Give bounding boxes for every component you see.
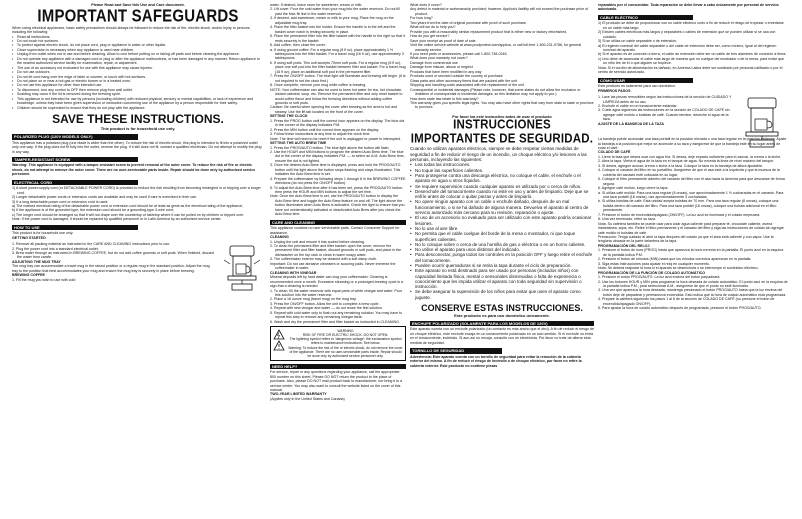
how-to-use-text: This product is for household use only. xyxy=(12,231,74,236)
brewing-coffee-heading: BREWING COFFEE xyxy=(12,273,45,278)
tamper-screw-heading: TAMPER-RESISTANT SCREW xyxy=(12,157,138,162)
read-save-note: Please Read and Save this Use and Care document. xyxy=(91,3,185,7)
spanish-safeguard-item: • Para desconectar, ponga todos los controles en la posición OFF y luego retire el enchufe del tomacorriente. xyxy=(410,252,594,263)
spanish-plug-text: Este aparato cuenta con un enchufe polarizado (un contacto es más ancho que el otro). A fin de reducir el riesgo de un choque eléctrico, este enchufe encaja en un tomacorriente polarizado en un solo sentido. Si el enchufe no entra en el tomacorriente, inviértalo. Si aun así no encaja, consulte con un electricista. Por favor no trate de alterar esta medida de seguridad. xyxy=(410,327,594,345)
warranty-line: Two years from the date of original purchase with proof of such purchase. xyxy=(410,20,527,25)
warranty-line: If you need parts or accessories, please call 1-800-738-0245. xyxy=(410,51,508,56)
warranty-line: Damage from misuse, abuse or neglect xyxy=(410,65,473,70)
safeguard-item: • Do not use this appliance for other than intended use. xyxy=(12,83,264,87)
brewing-step: 3. If desired, add sweetener, cream or milk to your mug. Place the mug on the adjustable mug tray. xyxy=(270,16,394,25)
warranty-scope: (Applies only in the United States and Canada) xyxy=(270,396,345,401)
cord-item: c) The longer cord should be arranged so that it will not drape over the countertop or tabletop where it can be pulled on by children or tripped over. xyxy=(12,212,245,217)
cord-item: b) If the appliance is of the grounded type, the extension cord should be a grounding-type 3-wire cord; xyxy=(12,208,174,213)
warranty-line: Products used or serviced outside the country of purchase xyxy=(410,74,503,79)
vinegar-step: 6. Wash and dry the permanent filter and filter basket as instructed in CLEANING. xyxy=(270,319,400,324)
safeguard-item: • The use of an accessory not evaluated for use with this appliance may cause injuries. xyxy=(12,66,264,70)
spanish-safeguard-item: • No utilice el aparato para usos distintos del indicado. xyxy=(410,247,594,252)
auto-brew-step: 3. Once the desired Auto Brew time is displayed, press and hold the PROG/AUTO button until the light above the button stops flashing and stays illuminated. This indicates the Auto Brew time is set. xyxy=(270,163,401,177)
save-instructions-title: SAVE THESE INSTRUCTIONS. xyxy=(52,112,224,127)
getting-started-list xyxy=(12,242,216,260)
brewing-step: 7. Press the ON/OFF button. The blue light will illuminate and brewing will begin. (It is not required to set the clock first.) xyxy=(270,74,406,83)
brewing-step: 2. Lift cover. Pour the cold water from your mug into the water reservoir. Do not fill past the Max fill line in the water reservoir. xyxy=(270,7,400,16)
spanish-intro: Cuando se utilizan aparatos eléctricos, siempre se debe respetar ciertas medidas de seguridad a fin de reducir el riesgo de un incendio, un choque eléctrico y/o lesiones a las personas, incluyendo las siguientes: xyxy=(410,146,587,163)
spanish-auto-brew-step: 3. Una vez que aparezca la hora deseada, mantenga presionado el botón PROG/AUTO hasta que la luz encima del botón deje de parpadear y permanezca encendida. Esto indica que la hora de colado automático está programada. xyxy=(598,288,787,297)
spanish-safeguard-item: • Se requiere supervisión cuando cualquier aparato es utilizado por o cerca de niños. xyxy=(410,184,594,189)
spanish-cable-note: Nota: Si el cordón de alimentación es dañado, en América Latina debe ser sustituido por personal calificado o por el centro de servicio autorizado. xyxy=(598,65,783,75)
auto-brew-step: 1. Press the PROG/AUTO button. The blue light above the button will flash. xyxy=(270,145,390,150)
cleaning-step: 2. To clean the permanent filter and filter basket: open the cover, remove the permanent filter and filter basket, discard grounds or soft pods, and place in the dishwasher on the top rack or clean in warm soapy water. xyxy=(270,243,402,257)
spanish-screw-heading: TORNILLO DE SEGURIDAD xyxy=(410,348,502,353)
spanish-safeguards-title: INSTRUCCIONES IMPORTANTES DE SEGURIDAD. xyxy=(410,118,594,147)
auto-brew-step: 4. Prepare the coffeemaker by following steps 1 through 6 in the BREWING COFFEE directions (do not press the ON/OFF button). xyxy=(270,176,406,186)
vinegar-list xyxy=(270,289,406,325)
spanish-clock-step: 2. Presione el botón de minutos (MIN) hasta que los minutos correctos aparezcan en la pantalla. xyxy=(598,257,752,262)
spanish-safeguard-item: • No opere ningún aparato con un cable o enchufe dañado, después de un mal funcionamiento, o si se ha dañado de alguna manera. Devuelva el aparato al centro de servicio autorizado más cercano para su revisión, reparación o ajuste. xyxy=(410,199,594,215)
clock-step: 1. Press the PROG button until the correct hour appears on the display. The blue dot in the corner of the display indicates P.M. xyxy=(270,118,405,128)
cord-item: 2) Longer detachable power cords or extension cords are available and may be used if care is exercised in their use. xyxy=(12,195,198,200)
mug-tray-illustration xyxy=(220,242,264,282)
spanish-first-step: 2. Enchufe el cable en un tomacorriente estándar. xyxy=(598,103,678,108)
warranty-line: What does your warranty not cover? xyxy=(410,56,468,61)
safeguard-item: • Do not touch hot surfaces. xyxy=(12,39,264,43)
household-use-note: This product is for household use only. xyxy=(100,126,176,132)
cleaning-step: 1. Unplug the unit and ensure it has cooled before cleaning. xyxy=(270,239,365,244)
spanish-brewing-step: 2. Abra la tapa. Vierta el agua de la taza en el tanque de agua. No exceda la línea de nivel máximo del tanque. xyxy=(598,159,775,164)
getting-started-figure-row xyxy=(12,242,264,282)
spanish-auto-brew-list xyxy=(598,275,788,311)
warranty-details xyxy=(410,3,594,110)
spanish-safeguard-item: • Este aparato no está destinado para ser usado por personas (incluidos niños) con capacidad limitada física, mental o sensoriales disminuidas o falta de experiencia o conocimiento que les impida utilizar el aparato con toda seguridad sin supervisión o instrucción. xyxy=(410,268,594,289)
safeguard-item: • To disconnect, turn any control to OFF then remove plug from wall outlet. xyxy=(12,88,264,92)
brewing-step: 4. Place the filter basket into the holder. Ensure the handle is to the left and the basket cover notch is resting securely in place. xyxy=(270,25,396,34)
safeguards-title: IMPORTANT SAFEGUARDS xyxy=(37,6,239,26)
brewing-step: NOTE: Your coffeemaker can also be used to brew hot water for tea, hot chocolate, instant oatmeal, soup, etc. Remove the permanent filter and only reset basket to avoid coffee flavor and follow the brewing directions without adding coffee grounds or soft pods. xyxy=(270,87,403,105)
safeguard-item: • Do not use outdoors. xyxy=(12,70,264,74)
spanish-screw-text: Advertencia: Este aparato cuenta con un tornillo de seguridad para evitar la remoción de la cubierta exterior del mismo. A fin de reducir el riesgo de incendio o de choque eléctrico, por favor no retire la cubierta exterior. Este producto no contiene piezas xyxy=(410,354,582,368)
clock-step: Note: The time will need to be reset if the unit is unplugged or power is interrupted. xyxy=(270,136,402,141)
clock-step: 3. Follow these instructions at any time to adjust the clock time. xyxy=(270,132,371,137)
shock-warning-box xyxy=(270,326,406,361)
brewing-steps xyxy=(270,3,406,114)
getting-started-item: 1. Remove all packing material as instructed in the CARE AND CLEANING instructions prior to use. xyxy=(12,242,171,247)
auto-brew-list xyxy=(270,146,406,217)
adjust-mug-tray-text: The mug tray can accommodate a travel mug in the raised position or a regular mug in the standard position. Adjust the mug tray to the position that best accommodates your mug and ensure the mug tray is securely in place before brewing. xyxy=(12,264,210,273)
spanish-repair-note: reparables por el consumidor. Toda reparación se debe llevar a cabo únicamente por personal de servicio autorizado. xyxy=(598,3,779,12)
setting-clock-list xyxy=(270,119,406,141)
spanish-cable-item: c) Uno debe de acomodar el cable más largo de manera que no cuelgue del mostrador o de la mesa, para evitar que un niño tire de él o que alguien se tropiece. xyxy=(598,56,784,66)
spanish-safeguard-item: • No toque las superficies calientes. xyxy=(410,168,594,173)
getting-started-item: 3. Brew water through as instructed in BREWING COFFEE, but do not add coffee grounds or soft pods. When finished, discard the water from carafe. xyxy=(12,250,214,260)
need-help-heading: NEED HELP? xyxy=(270,364,406,369)
safeguard-item: • Unplug from outlet when not in use and before cleaning. Allow to cool before putting on or taking off parts and before cleaning the appliance. xyxy=(12,52,264,56)
spanish-safeguard-item: • No lo coloque sobre o cerca de una hornilla de gas o eléctrica o en un horno caliente. xyxy=(410,242,594,247)
warranty-line: For how long? xyxy=(410,16,433,21)
spanish-safeguard-item: • No permita que el cable cuelgue del borde de la mesa o mostrador, ni que toque superficies calientes. xyxy=(410,231,594,242)
spanish-auto-brew-step: 2. Use los botones HOUR y MIN para programar la hora deseada de colado automático. El punto azul en la esquina de la pantalla indica P.M.; para seleccionar A.M., asegúrese de que el punto no esté iluminado. xyxy=(598,279,788,289)
spanish-caution: Precaución: Tenga cuidado al abrir la tapa después del colado ya que el área está caliente y con vapor. Use la lengüeta ubicada en la parte delantera de la tapa. xyxy=(598,235,774,244)
auto-brew-step: Note: Once the Auto Brew time is set, use the PROG/AUTO button to display the Auto Brew time and toggle the Auto Brew feature on and off. The light above the button illuminates when Auto Brew is activated. Check the light to ensure that you have not unintentionally activated or deactivated Auto Brew after you check the Auto Brew time. xyxy=(270,194,405,217)
spanish-safeguard-item: • No lo use al aire libre. xyxy=(410,226,594,231)
spanish-cable-list xyxy=(598,21,788,66)
spanish-brewing-step: 7. Presione el botón de encendido/apagado (ON/OFF). La luz azul se iluminará y el colado empezará. xyxy=(598,212,761,217)
spanish-cable-heading: CABLE ELÉCTRICO xyxy=(598,15,693,20)
spanish-brewing-step: 5. Coloque el filtro permanente adentro del canasto del filtro con el asa hacia la derecha para que descanse de forma segura. xyxy=(598,177,785,186)
spanish-tray-heading: AJUSTE DE LA BANDEJA DE LA TAZA xyxy=(598,121,665,126)
spanish-cable-item: 2) Existen cables eléctricos más largos y separables o cables de extensión que se pueden utilizar si se usa con cuidado. xyxy=(598,30,776,39)
brewing-step: 6. Add coffee, then close the cover. xyxy=(270,43,326,48)
spanish-cable-item: b) Si el aparato es de conexión a tierra, el cable de extensión debe ser un cable de tres alambres de conexión a tierra. xyxy=(598,52,787,57)
warranty-line: What does it cover? xyxy=(410,3,442,7)
safeguard-item: • Do not let cord hang over the edge of table or counter, or touch with hot surfaces. xyxy=(12,75,264,79)
brewing-step: Caution: Be careful when opening the cover after brewing as the area is hot and steamy. Use the lift tab located on the front of the cover. xyxy=(270,105,398,114)
vinegar-heading: CLEANING WITH VINEGAR xyxy=(270,270,317,275)
spanish-brewing-step: 8. Una vez terminado, retire su taza. xyxy=(598,217,656,222)
spanish-clock-list xyxy=(598,248,788,266)
cord-item: 3) If a long detachable power cord or extension cord is used: xyxy=(12,199,109,204)
spanish-how-to-heading: CÓMO USAR xyxy=(598,78,693,83)
polarized-plug-heading: POLARIZED PLUG (120V MODELS ONLY) xyxy=(12,134,138,139)
column-warranty-spanish xyxy=(410,3,594,516)
spanish-figure-row xyxy=(598,95,788,135)
safeguard-item: • Read all instructions. xyxy=(12,35,264,39)
cleaning-heading: CLEANING xyxy=(270,235,289,240)
warranty-line: How does state law relate to this warranty? xyxy=(410,96,479,101)
auto-brew-step: 2. Use the HOUR and MIN buttons to program the desired Auto Brew time. The blue dot in the corner of the display indicates P.M. — to select an A.M. Auto Brew time, ensure the dot is not lighted. xyxy=(270,149,405,163)
spanish-cable-item: 3) Si se utiliza un cable separable o de extensión, xyxy=(598,39,678,44)
safeguard-item: • To protect against electric shock, do not place cord, plug or appliance in water or other liquids. xyxy=(12,43,264,47)
safeguards-intro: When using electrical appliances, basic safety precautions should always be followed to reduce the risk of fire, electric shock, and/or injury to persons, including the following: xyxy=(12,25,251,35)
warranty-line: Shipping and handling costs associated with the replacement of the unit xyxy=(410,83,525,88)
vinegar-text: Mineral deposits left by hard water can clog your coffeemaker. Cleaning is recommended once a month. Excessive steaming or a prolonged brewing cycle is a sign that a cleaning is needed. xyxy=(270,275,404,289)
spanish-auto-brew-step: 1. Presione el botón PROG/AUTO. La luz azul encima del botón parpadeará. xyxy=(598,275,721,280)
spanish-safeguard-item: • Lea todas las instrucciones. xyxy=(410,162,594,167)
spanish-plug-heading: ENCHUFE POLARIZADO (SOLAMENTE PARA LOS MODELOS DE 120V) xyxy=(410,321,594,326)
adjust-mug-tray-heading: ADJUSTING THE MUG TRAY xyxy=(12,259,61,264)
spanish-safeguard-item: • El uso de un accesorio no evaluado para ser utilizado con este aparato podría ocasionar lesiones. xyxy=(410,215,594,226)
safeguard-item: • Close supervision is necessary when any appliance is used near children. xyxy=(12,48,264,52)
spanish-safeguards-list xyxy=(410,162,594,300)
spanish-safeguard-item: • Para protegerse contra una descarga eléctrica, no coloque el cable, el enchufe o el aparato en agua u otros líquidos. xyxy=(410,173,594,184)
safeguard-item: • Do not place on or near a hot gas or electric burner or in a heated oven. xyxy=(12,79,264,83)
brewing-step: 8. Once complete, remove your mug while coffee is brewing. xyxy=(270,83,367,88)
warranty-heading: TWO-YEAR LIMITED WARRANTY xyxy=(270,392,327,397)
spanish-brewing-list xyxy=(598,155,788,222)
spanish-clock-heading: PROGRAMACIÓN DEL RELOJ xyxy=(598,243,650,248)
shock-warning-text: WARNING RISK OF FIRE OR ELECTRIC SHOCK. DO NOT OPEN. The lightning symbol refers to 'dangerous voltage'; the exclamation symbol refers to maintenance instructions. See below. Warning: To reduce the risk of fire or electric shock, do not remove the cover of the appliance. There are no user-serviceable parts inside. Repair should be done only by authorized service personnel only. xyxy=(288,329,403,358)
spanish-safeguard-item: • Pueden ocurrir quemaduras si se retira la tapa durante el ciclo de preparación. xyxy=(410,263,594,268)
column-spanish-instructions xyxy=(598,3,788,516)
vinegar-step: 3. Press the ON/OFF button. Allow the unit to complete a brew cycle. xyxy=(270,301,380,306)
spanish-cable-item: 1) El producto se debe de proporcionar con un cable eléctrico corto a fin de reducir el riesgo de tropezar o enredarse en un cable más largo. xyxy=(598,21,784,30)
warning-triangle-icon xyxy=(273,329,285,358)
care-cleaning-heading: CARE AND CLEANING xyxy=(270,220,406,225)
spanish-tray-text: La bandeja puede acomodar una taza portátil en la posición elevada o una taza regular en la posición estándar. Ajuste la bandeja a la posición que mejor se acomode a su taza y asegúrese de que la bandeja esté en su lugar antes de colar el café. xyxy=(598,137,787,150)
spanish-household-note: Este producto es para uso doméstico únicamente. xyxy=(454,313,550,319)
safeguard-item: • Scalding may occur if the lid is removed during the brewing cycle. xyxy=(12,92,264,96)
warranty-line: Save your receipt as proof of date of sale. xyxy=(410,38,477,43)
electrical-cord-list xyxy=(12,186,264,217)
spanish-brewing-note: Nota: Su cafetera también se puede usar para colar agua caliente para preparar té, chocolate caliente, avena instantánea, sopa, etc. Retire el filtro permanente y el canasto del filtro y siga las instrucciones de colado sin agregar café molido ni bolsitas de café. xyxy=(598,221,784,235)
tamper-screw-text: Warning: This appliance is equipped with a tamper-resistant screw to prevent removal of the outer cover. To reduce the risk of fire or electric shock, do not attempt to remove the outer cover. There are no user-serviceable parts inside. Repair should be done only by authorized service personnel. xyxy=(12,163,256,177)
need-help-text: For service, repair or any questions regarding your appliance, call the appropriate 800 number on this sheet. Please DO NOT return the product to the place of purchase. Also, please DO NOT mail product back to manufacturer, nor bring it to a service center. You may also want to consult the website listed on the cover of this manual. xyxy=(270,370,403,392)
cleaning-step: 3. The coffeemaker exterior may be cleaned with a soft damp cloth. xyxy=(270,257,377,262)
setting-clock-heading: SETTING THE CLOCK xyxy=(270,114,308,119)
cord-item: 1) A short power-supply cord (or DETACHABLE POWER CORD) is provided to reduce the risk resulting from becoming entangled in or tripping over a longer cord. xyxy=(12,186,261,195)
cord-item: a) The marked electrical rating of the detachable power cord or extension cord should be at least as great as the electrical rating of the appliance; xyxy=(12,203,243,208)
spanish-safeguard-item: • Desenchufe del tomacorriente cuando no esté en uso y antes de limpiarlo. Deje que se enfríe antes de colocar o quitar piezas y antes de limpiarlo. xyxy=(410,189,594,200)
warranty-line: Visit the online service website at www.prodprotect.com/applica, or call toll-free 1-800-231-9786, for general warranty service. xyxy=(410,43,582,52)
spanish-brewing-step: 1. Llene la taza que desea usar con agua fría. Si desea, deje espacio suficiente para el azúcar, la crema o la leche. xyxy=(598,154,782,159)
spanish-how-to-text: Este producto es solamente para uso doméstico. xyxy=(598,84,676,89)
warranty-line: This warranty gives you specific legal rights. You may also have other rights that vary from state to state or province to province. xyxy=(410,100,594,110)
warranty-line: How do you get service? xyxy=(410,34,450,39)
spanish-clock-step: 1. Presione el botón de hora (PROG) hasta que aparezca la hora correcta en la pantalla. El punto azul en la esquina de la pantalla indica P.M. xyxy=(598,248,784,257)
column-english-instructions xyxy=(270,3,406,516)
auto-brew-step: 5. To adjust the Auto Brew time after it has been set, press the PROG/AUTO button, then press the HOUR and MIN buttons to adjust the set time. xyxy=(270,185,404,195)
brewing-step: b. If using soft pods: This unit accepts 70mm soft pods. For a regular mug (8 fl oz), place one soft pod into the filter basket between filter and basket. For a travel mug (16 fl oz), place an additional soft pod in the permanent filter. xyxy=(270,60,406,74)
spanish-auto-brew-heading: PROGRAMACIÓN DE LA FUNCIÓN DE COLADO AUTOMÁTICO xyxy=(598,270,706,275)
spanish-clock-note: Nota: Se deberá reajustar la hora si el aparato se desenchufa o se interrumpe el suministro eléctrico. xyxy=(598,266,759,271)
warranty-line: Consequential or incidental damages (Please note, however, that some states do not allow the exclusion or limitation of consequential or incidental damages, so this limitation may not apply to you.) xyxy=(410,87,581,97)
getting-started-heading: GETTING STARTED xyxy=(12,235,46,240)
care-cleaning-text: This appliance contains no user serviceable parts. Contact Consumer Support for assistance. xyxy=(270,226,400,235)
warranty-line: Products that have been modified in any way xyxy=(410,69,482,74)
vinegar-step: 2. Place a 16 ounce mug (travel mug) on the mug tray. xyxy=(270,297,357,302)
warranty-line: Provide you with a reasonably similar replacement product that is either new or factory refurbished. xyxy=(410,29,568,34)
warranty-line: Glass parts and other accessory items that are packed with the unit xyxy=(410,78,518,83)
getting-started-item: 2. Plug the power cord into a standard electrical outlet. xyxy=(12,246,99,251)
polarized-plug-text: This appliance has a polarized plug (one blade is wider than the other). To reduce the risk of electric shock, this plug is intended to fit into a polarized outlet only one way. If the plug does not fit fully into the outlet, reverse the plug. If it still does not fit, contact a qualified electrician. Do not attempt to modify the plug in any way. xyxy=(12,140,262,154)
cord-note: Note: If the power cord is damaged, it should be replaced by qualified personnel or in Latin America by an authorized service center. xyxy=(12,217,222,222)
safeguard-item: • This appliance is not intended for use by persons (including children) with reduced physical, sensory or mental capabilities, or lack of experience and knowledge, unless they have been given supervision or instruction concerning use of the appliance by a person responsible for their safety. xyxy=(12,97,264,106)
spanish-auto-brew-step: 5. Para ajustar la hora de colado automático después de programada, presione el botón PROG/AUTO. xyxy=(598,306,762,311)
vinegar-step: 4. Repeat with new vinegar and water — do not reuse the first solution. xyxy=(270,306,383,311)
spanish-brewing-step: 6. Agregue café molido, luego cierre la tapa. xyxy=(598,186,669,191)
warranty-line: What will we do to help you? xyxy=(410,25,456,30)
brewing-step: a. If using ground coffee: For a regular mug (8 fl oz), place approximately 1 ½ tablespoons into the filter basket. For a travel mug (16 fl oz), use approximately 3 tablespoons. xyxy=(270,47,404,61)
electrical-cord-heading: ELECTRICAL CORD xyxy=(12,180,138,185)
spanish-brewing-step: a. Si utiliza café molido: Para una taza regular (8 onzas), use aproximadamente 1 ½ cucharadas en el canasto. Para una taza portátil (16 onzas), use aproximadamente 3 cucharadas. xyxy=(598,190,784,199)
safeguard-item: • Do not operate any appliance with a damaged cord or plug or after the appliance malfunctions, or has been damaged in any manner. Return appliance to the nearest authorized service facility for examination, repair, or adjustment. xyxy=(12,57,264,66)
warranty-line: Damage from commercial use xyxy=(410,60,458,65)
spanish-safeguard-item: • Se debe asegurar la supervisión de los niños para evitar que usen el aparato como juguete. xyxy=(410,289,594,300)
spanish-clock-step: 3. Siga estas instrucciones para ajustar el reloj en cualquier momento. xyxy=(598,261,710,266)
safeguards-list xyxy=(12,35,264,111)
spanish-mug-tray-illustration xyxy=(736,95,788,135)
safeguard-item: • Children should be supervised to ensure that they do not play with the appliance. xyxy=(12,106,264,110)
clock-step: 2. Press the MIN button until the correct time appears on the display. xyxy=(270,127,379,132)
brewing-coffee-text: 1. Fill the mug you wish to use with cold xyxy=(12,277,76,282)
spanish-first-step: 3. Cuele agua siguiendo las instrucciones en la sección de COLADO DE CAFÉ sin agregar café molido o bolsitas de café. Cuando termine, deseche el agua de la taza. xyxy=(598,108,730,122)
spanish-read-note: Por favor lea este instructivo antes de usar el producto xyxy=(452,114,552,119)
column-english-safeguards xyxy=(12,3,264,516)
spanish-first-step: 1. Lave las piezas removibles según las instrucciones de la sección de CUIDADO Y LIMPIEZA antes de su uso. xyxy=(598,95,732,104)
spanish-brewing-step: 3. Si desea, agregue azúcar, crema o leche a la taza. Coloque la taza en la bandeja de altura ajustable. xyxy=(598,163,763,168)
spanish-brewing-heading: COLADO DE CAFÉ xyxy=(598,150,631,155)
warranty-line: Any defect in material or workmanship provided; however, Applica's liability will not exceed the purchase price of product. xyxy=(410,7,589,16)
how-to-use-heading: HOW TO USE xyxy=(12,225,138,230)
cleaning-step: Important: Do not use abrasive cleansers or scouring pads. Never immerse the coffeemaker in water. xyxy=(270,261,396,271)
spanish-save-title: CONSERVE ESTAS INSTRUCCIONES. xyxy=(421,303,583,314)
coffeemaker-drawing-icon xyxy=(220,242,264,294)
auto-brew-heading: SETTING THE AUTO BREW TIME xyxy=(270,141,327,146)
spanish-first-steps-list xyxy=(598,95,732,122)
spanish-brewing-step: 4. Coloque el canasto del filtro en su portafiltro. Asegúrese de que el asa esté a la izquierda y que la muesca de la cubierta del canasto esté colocada en su lugar. xyxy=(598,168,780,177)
cleaning-list xyxy=(270,240,406,271)
brewing-step: water. If desired, leave room for sweetener, cream or milk. xyxy=(270,3,363,7)
spanish-cable-item: a) El régimen nominal del cable separable o del cable de extensión debe ser, como mínimo, igual al del régimen nominal del aparato. xyxy=(598,43,777,53)
vinegar-step: 1. To clean, fill the water reservoir with equal parts of white vinegar and water. Pour this solution into the water reservoir. xyxy=(270,288,402,297)
spanish-first-steps-heading: PRIMEROS PASOS xyxy=(598,88,631,93)
vinegar-step: 5. Repeat with cold water only to flush out any remaining solution. You may have to repeat this step to remove any remaining vinegar taste. xyxy=(270,310,403,320)
brewing-step: 5. Place the permanent filter into the filter basket with the handle to the right so that it rests securely in the basket. xyxy=(270,34,405,43)
spanish-brewing-step: b. Si utiliza bolsitas de café: Esta unidad acepta bolsitas de 70 mm. Para una taza regular (8 onzas), coloque una bolsita dentro del canasto del filtro. Para una taza portátil (16 onzas), coloque una bolsita adicional en el filtro permanente. xyxy=(598,199,779,213)
spanish-auto-brew-step: 4. Prepare la cafetera siguiendo los pasos 1 al 6 de la sección de COLADO DE CAFÉ (no presione el botón de encendido/apagado ON/OFF). xyxy=(598,297,775,306)
